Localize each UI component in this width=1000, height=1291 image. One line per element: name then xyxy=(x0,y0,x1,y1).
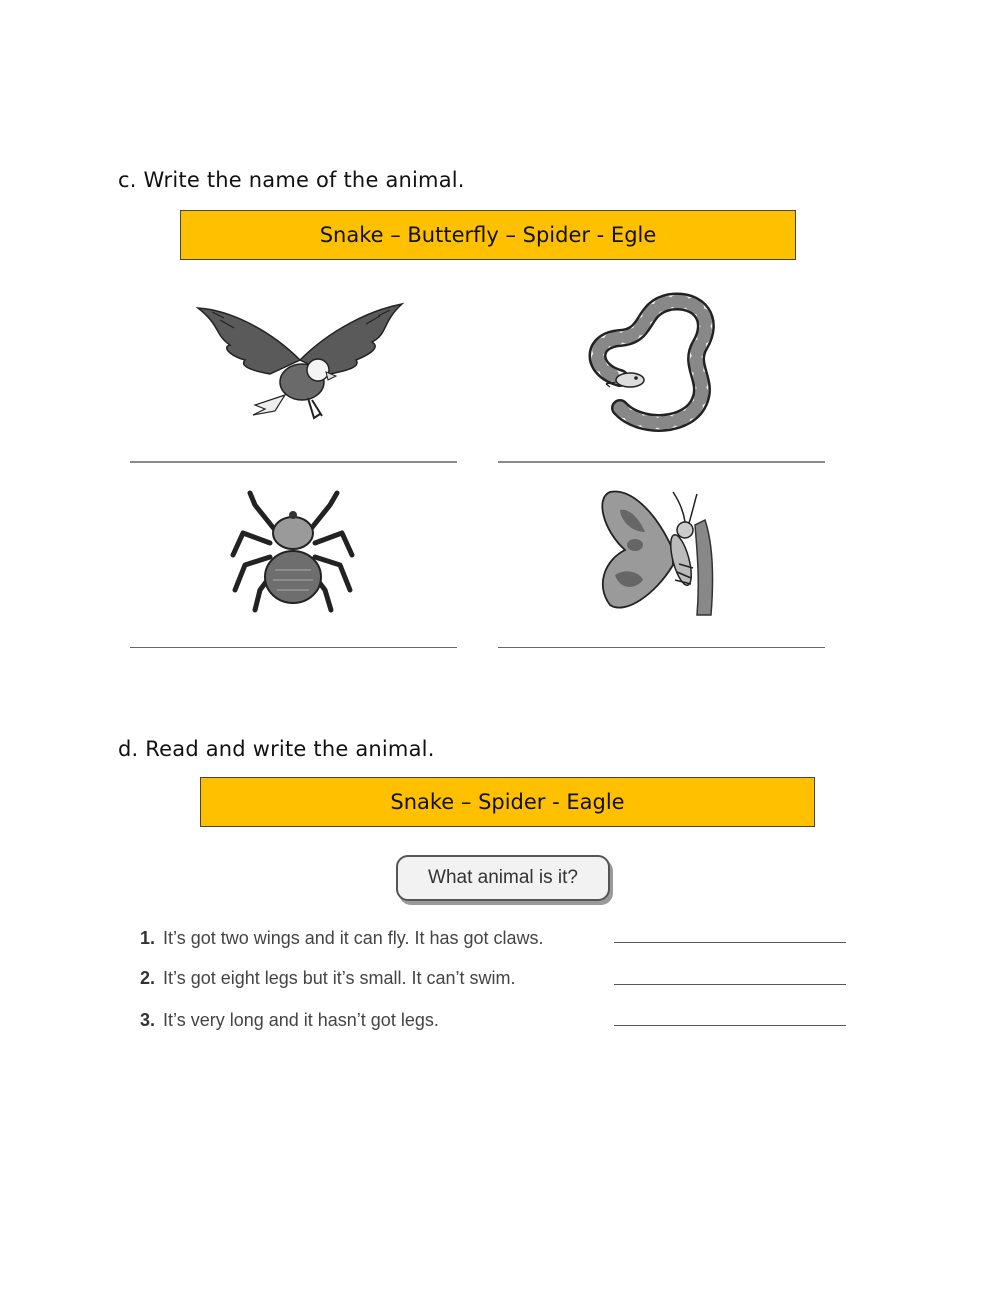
question-3-number: 3. xyxy=(140,1010,156,1030)
question-2-number: 2. xyxy=(140,968,156,988)
answer-line-eagle[interactable] xyxy=(130,461,457,463)
question-2-answer-line[interactable] xyxy=(614,984,846,985)
snake-icon xyxy=(580,290,720,435)
question-prompt: What animal is it? xyxy=(396,855,610,901)
question-2 xyxy=(140,968,516,989)
butterfly-icon xyxy=(585,480,715,620)
question-1-number: 1. xyxy=(140,928,156,948)
section-d-heading: d. Read and write the animal. xyxy=(118,737,435,761)
question-1-text: It’s got two wings and it can fly. It has got claws. xyxy=(163,928,544,948)
question-1-answer-line[interactable] xyxy=(614,942,846,943)
question-3 xyxy=(140,1010,439,1031)
answer-line-snake[interactable] xyxy=(498,461,825,463)
answer-line-butterfly[interactable] xyxy=(498,647,825,648)
section-d-word-box: Snake – Spider - Eagle xyxy=(200,777,815,827)
section-c-word-box: Snake – Butterfly – Spider - Egle xyxy=(180,210,796,260)
eagle-icon xyxy=(190,290,410,435)
spider-icon xyxy=(225,485,360,615)
question-2-text: It’s got eight legs but it’s small. It can’t swim. xyxy=(163,968,516,988)
section-c-heading: c. Write the name of the animal. xyxy=(118,168,465,192)
answer-line-spider[interactable] xyxy=(130,647,457,648)
question-1 xyxy=(140,928,544,949)
question-3-answer-line[interactable] xyxy=(614,1025,846,1026)
question-3-text: It’s very long and it hasn’t got legs. xyxy=(163,1010,439,1030)
